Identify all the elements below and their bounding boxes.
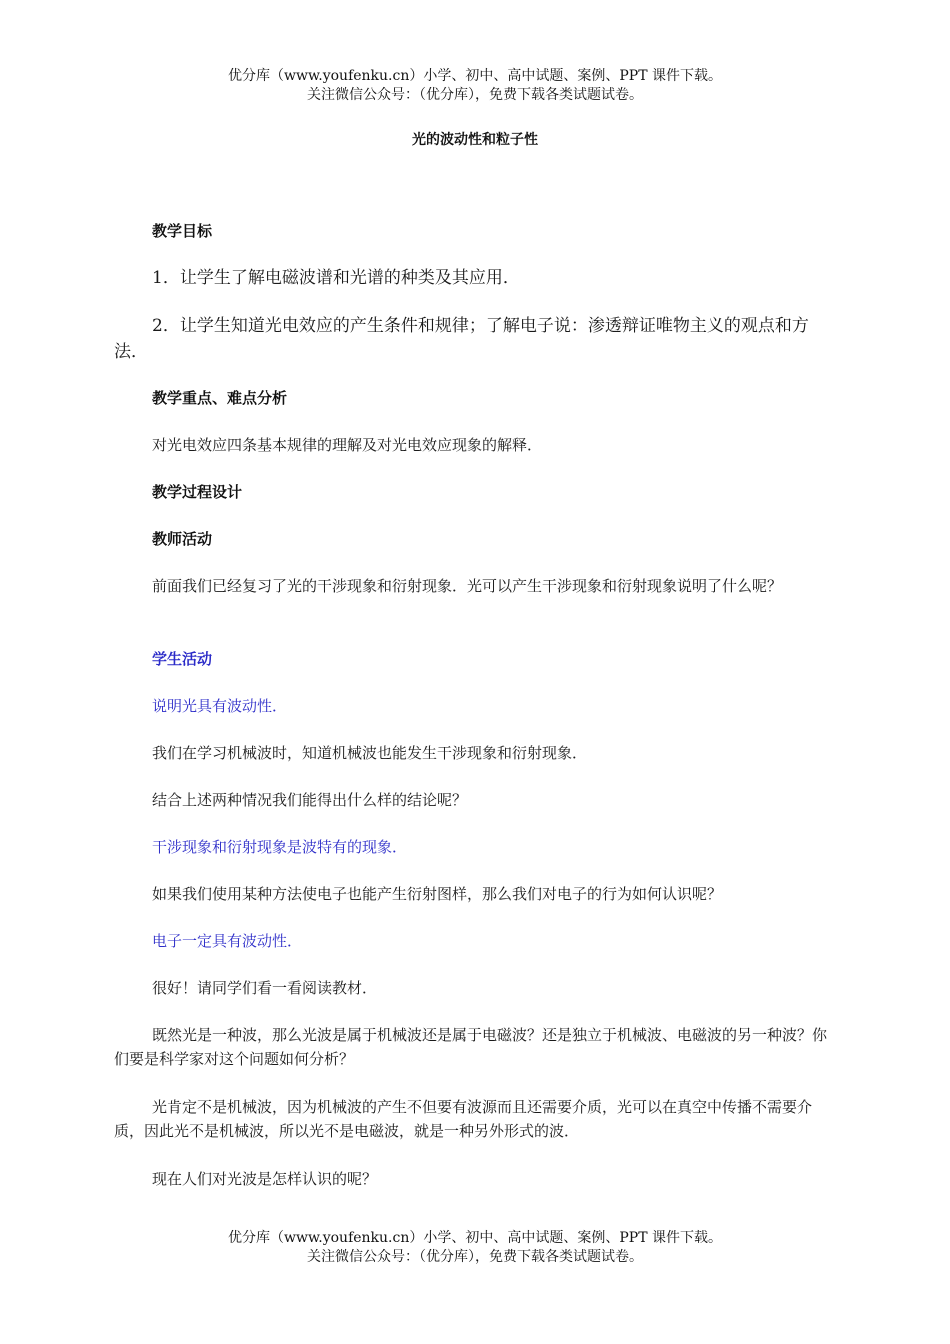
document-title: 光的波动性和粒子性 [412, 132, 538, 148]
teacher-question-6: 现在人们对光波是怎样认识的呢？ [152, 1170, 378, 1188]
teacher-statement-2: 我们在学习机械波时，知道机械波也能发生干涉现象和衍射现象． [152, 744, 588, 762]
student-answer-2: 干涉现象和衍射现象是波特有的现象． [152, 838, 408, 856]
page-header [0, 67, 950, 105]
page-footer [0, 1229, 950, 1267]
footer-line-1: 优分库（www.youfenku.cn）小学、初中、高中试题、案例、PPT 课件下载。 [227, 1230, 722, 1246]
key-points-text: 对光电效应四条基本规律的理解及对光电效应现象的解释． [152, 436, 543, 454]
student-activity-heading: 学生活动 [152, 650, 213, 668]
teacher-question-2: 结合上述两种情况我们能得出什么样的结论呢？ [152, 791, 468, 809]
process-heading: 教学过程设计 [152, 483, 243, 501]
goal-2: 2．让学生知道光电效应的产生条件和规律；了解电子说：渗透辩证唯物主义的观点和方法． [114, 316, 809, 362]
goal-1: 1．让学生了解电磁波谱和光谱的种类及其应用． [152, 268, 520, 288]
teacher-question-3: 如果我们使用某种方法使电子也能产生衍射图样，那么我们对电子的行为如何认识呢？ [152, 885, 723, 903]
answer-5: 光肯定不是机械波，因为机械波的产生不但要有波源而且还需要介质，光可以在真空中传播不需要介质，因此光不是机械波，所以光不是电磁波，就是一种另外形式的波． [114, 1098, 813, 1140]
footer-line-2: 关注微信公众号：（优分库），免费下载各类试题试卷。 [307, 1249, 643, 1265]
student-answer-1: 说明光具有波动性． [152, 697, 288, 715]
student-answer-3: 电子一定具有波动性． [152, 932, 303, 950]
header-line-1: 优分库（www.youfenku.cn）小学、初中、高中试题、案例、PPT 课件下载。 [227, 68, 722, 84]
teacher-statement-4: 很好！请同学们看一看阅读教材． [152, 979, 378, 997]
header-line-2: 关注微信公众号：（优分库），免费下载各类试题试卷。 [307, 87, 643, 103]
goals-heading: 教学目标 [152, 222, 213, 240]
teacher-activity-heading: 教师活动 [152, 530, 213, 548]
key-points-heading: 教学重点、难点分析 [152, 389, 288, 407]
teacher-question-5: 既然光是一种波，那么光波是属于机械波还是属于电磁波？还是独立于机械波、电磁波的另一种波？你们要是科学家对这个问题如何分析？ [114, 1026, 828, 1068]
teacher-question-1: 前面我们已经复习了光的干涉现象和衍射现象．光可以产生干涉现象和衍射现象说明了什么呢？ [152, 577, 783, 595]
